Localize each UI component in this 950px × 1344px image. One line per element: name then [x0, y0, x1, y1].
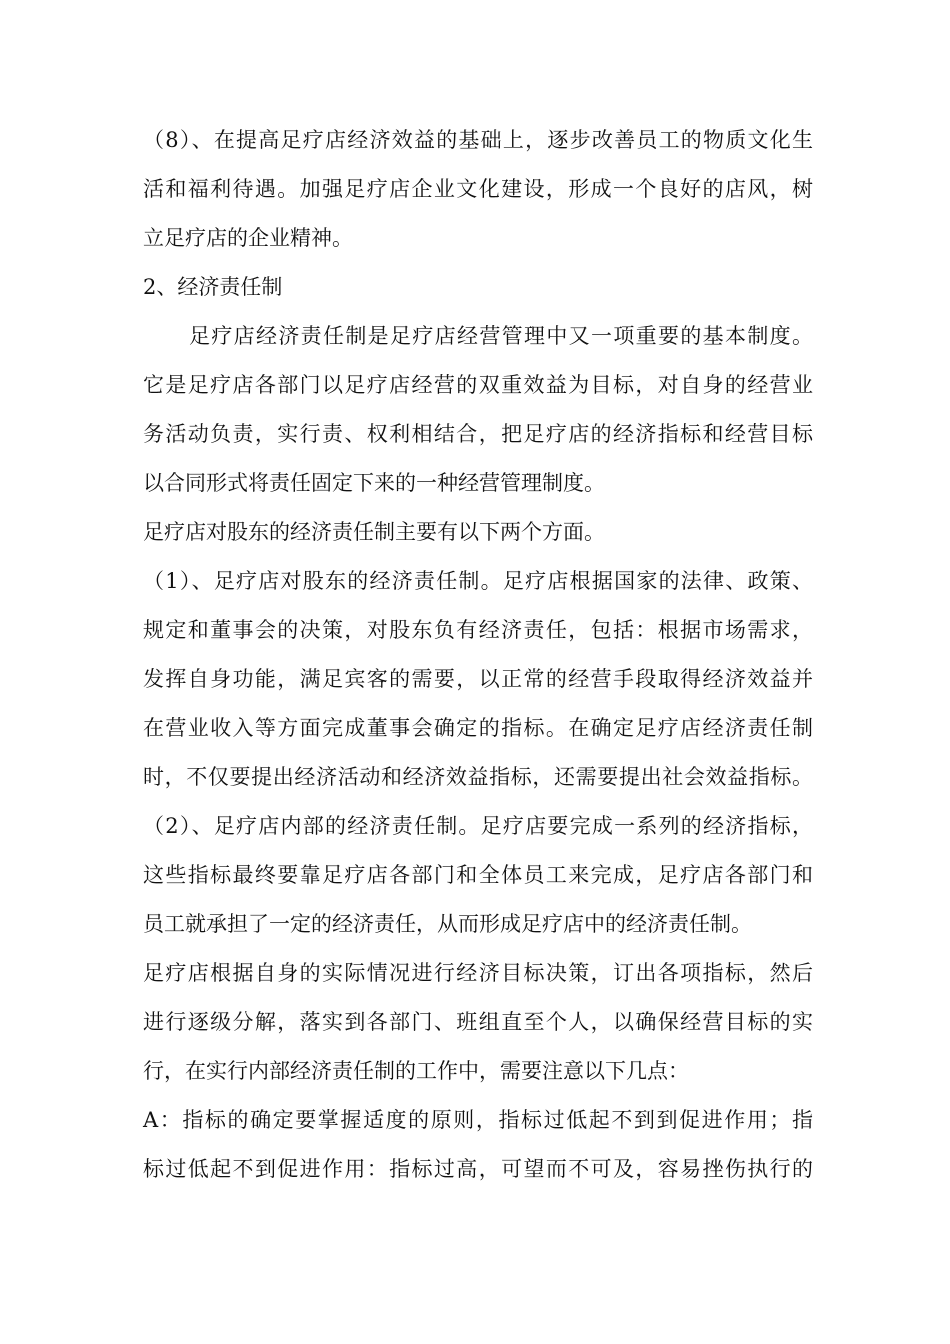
paragraph-line: 在营业收入等方面完成董事会确定的指标。在确定足疗店经济责任制: [143, 716, 813, 740]
paragraph-line: 员工就承担了一定的经济责任，从而形成足疗店中的经济责任制。: [143, 912, 752, 936]
section-heading: 2、经济责任制: [143, 275, 283, 299]
paragraph-line: 活和福利待遇。加强足疗店企业文化建设，形成一个良好的店风，树: [143, 177, 813, 201]
paragraph-line: 这些指标最终要靠足疗店各部门和全体员工来完成，足疗店各部门和: [143, 863, 813, 887]
paragraph-line: 时，不仅要提出经济活动和经济效益指标，还需要提出社会效益指标。: [143, 765, 813, 789]
paragraph-line: 行，在实行内部经济责任制的工作中，需要注意以下几点：: [143, 1059, 689, 1083]
paragraph-line: 足疗店经济责任制是足疗店经营管理中又一项重要的基本制度。: [189, 324, 813, 348]
paragraph-line: 足疗店对股东的经济责任制主要有以下两个方面。: [143, 520, 605, 544]
paragraph-line: 足疗店根据自身的实际情况进行经济目标决策，订出各项指标，然后: [143, 961, 813, 985]
body-text: [143, 116, 813, 1194]
paragraph-line: 以合同形式将责任固定下来的一种经营管理制度。: [143, 471, 605, 495]
paragraph-line: 规定和董事会的决策，对股东负有经济责任，包括：根据市场需求，: [143, 618, 813, 642]
paragraph-line: 进行逐级分解，落实到各部门、班组直至个人，以确保经营目标的实: [143, 1010, 813, 1034]
paragraph-line: （8）、在提高足疗店经济效益的基础上，逐步改善员工的物质文化生: [143, 128, 813, 152]
paragraph-line: 发挥自身功能，满足宾客的需要，以正常的经营手段取得经济效益并: [143, 667, 813, 691]
paragraph-line: （2）、足疗店内部的经济责任制。足疗店要完成一系列的经济指标，: [143, 814, 813, 838]
paragraph-line: （1）、足疗店对股东的经济责任制。足疗店根据国家的法律、政策、: [143, 569, 813, 593]
paragraph-line: 务活动负责，实行责、权利相结合，把足疗店的经济指标和经营目标: [143, 422, 813, 446]
paragraph-line: 立足疗店的企业精神。: [143, 226, 353, 250]
paragraph-line: 它是足疗店各部门以足疗店经营的双重效益为目标，对自身的经营业: [143, 373, 813, 397]
paragraph-line: 标过低起不到促进作用：指标过高，可望而不可及，容易挫伤执行的: [143, 1157, 813, 1181]
paragraph-line: A：指标的确定要掌握适度的原则，指标过低起不到到促进作用；指: [143, 1108, 813, 1132]
